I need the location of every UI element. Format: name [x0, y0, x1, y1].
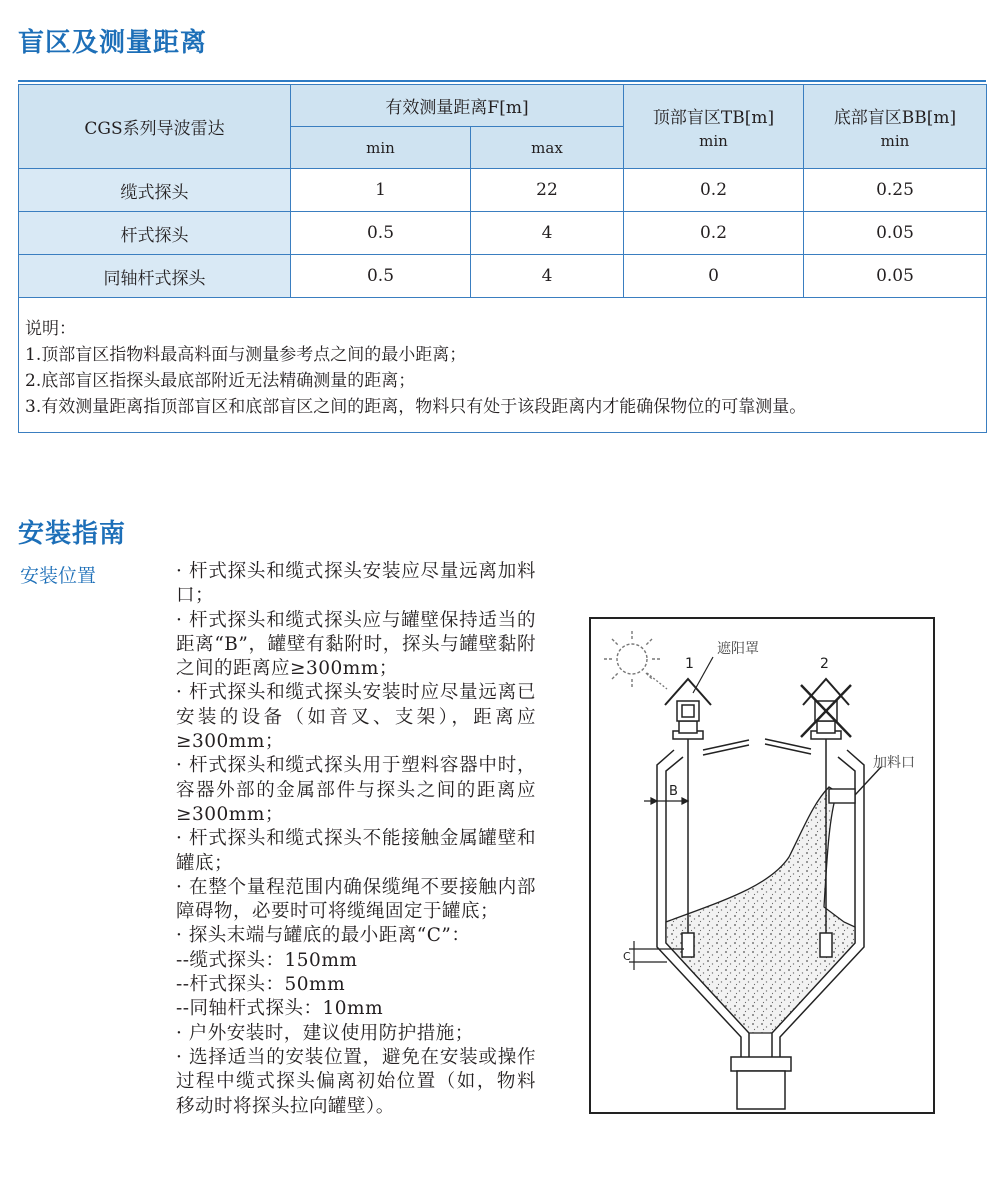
- label-c: C: [623, 950, 631, 963]
- f-max: 4: [471, 255, 624, 298]
- note-item: 3.有效测量距离指顶部盲区和底部盲区之间的距离，物料只有处于该段距离内才能确保物位的可靠测量。: [25, 397, 807, 417]
- f-max: 22: [471, 169, 624, 212]
- section-divider: [18, 80, 986, 82]
- section-title-installation: 安装指南: [18, 519, 127, 549]
- installation-guidelines: [176, 560, 536, 1119]
- label-probe-1: 1: [685, 656, 694, 672]
- bb-value: 0.05: [804, 212, 987, 255]
- header-min: min: [291, 127, 471, 169]
- installation-position-label: 安装位置: [20, 565, 97, 587]
- header-product: CGS系列导波雷达: [19, 85, 291, 169]
- table-row: [19, 169, 987, 212]
- tb-value: 0.2: [624, 169, 804, 212]
- guideline-item: --缆式探头：150mm: [176, 949, 358, 971]
- guideline-item: · 杆式探头和缆式探头不能接触金属罐壁和罐底；: [176, 828, 536, 874]
- guideline-item: · 杆式探头和缆式探头用于塑料容器中时，容器外部的金属部件与探头之间的距离应≥300mm；: [176, 755, 536, 825]
- probe-name: 同轴杆式探头: [19, 255, 291, 298]
- section-title-blind-zone: 盲区及测量距离: [18, 28, 208, 58]
- blind-zone-table: [18, 84, 987, 433]
- note-item: 1.顶部盲区指物料最高料面与测量参考点之间的最小距离；: [25, 345, 467, 365]
- f-min: 0.5: [291, 212, 471, 255]
- f-max: 4: [471, 212, 624, 255]
- guideline-item: · 杆式探头和缆式探头安装应尽量远离加料口；: [176, 561, 536, 607]
- table-row: [19, 212, 987, 255]
- guideline-item: · 选择适当的安装位置，避免在安装或操作过程中缆式探头偏离初始位置（如，物料移动时将探头拉向罐壁）。: [176, 1046, 536, 1117]
- bb-value: 0.05: [804, 255, 987, 298]
- note-item: 2.底部盲区指探头最底部附近无法精确测量的距离；: [25, 371, 416, 391]
- bb-value: 0.25: [804, 169, 987, 212]
- header-top-blind: [624, 85, 804, 169]
- header-top-blind-title: 顶部盲区TB[m]: [652, 108, 775, 128]
- header-bottom-blind-min: min: [880, 132, 910, 150]
- label-probe-2: 2: [820, 656, 829, 672]
- label-sunshade: 遮阳罩: [717, 641, 759, 657]
- guideline-item: · 在整个量程范围内确保缆绳不要接触内部障碍物，必要时可将缆绳固定于罐底；: [176, 876, 536, 923]
- notes-heading: 说明：: [25, 319, 76, 339]
- tb-value: 0: [624, 255, 804, 298]
- label-b: B: [669, 784, 678, 799]
- table-row: [19, 255, 987, 298]
- guideline-item: --同轴杆式探头：10mm: [176, 998, 384, 1020]
- guideline-item: · 户外安装时，建议使用防护措施；: [176, 1022, 474, 1044]
- guideline-item: · 探头末端与罐底的最小距离“C”：: [176, 925, 471, 947]
- outlet-pipe: [731, 1057, 791, 1109]
- probe-name: 缆式探头: [19, 169, 291, 212]
- header-bottom-blind-title: 底部盲区BB[m]: [833, 108, 957, 128]
- tb-value: 0.2: [624, 212, 804, 255]
- label-inlet: 加料口: [873, 755, 915, 771]
- probe-name: 杆式探头: [19, 212, 291, 255]
- guideline-item: · 杆式探头和缆式探头应与罐壁保持适当的距离“B”，罐壁有黏附时，探头与罐壁黏附之间的距离应≥300mm；: [176, 609, 536, 680]
- guideline-item: --杆式探头：50mm: [176, 974, 346, 996]
- diagram-frame: [590, 618, 934, 1113]
- header-max: max: [471, 127, 624, 169]
- f-min: 1: [291, 169, 471, 212]
- header-top-blind-min: min: [699, 132, 728, 150]
- installation-diagram: [589, 617, 935, 1114]
- table-notes: [19, 298, 987, 433]
- header-effective-distance: 有效测量距离F[m]: [291, 85, 624, 127]
- header-bottom-blind: [804, 85, 987, 169]
- f-min: 0.5: [291, 255, 471, 298]
- guideline-item: · 杆式探头和缆式探头安装时应尽量远离已安装的设备（如音叉、支架），距离应≥300mm；: [176, 682, 536, 753]
